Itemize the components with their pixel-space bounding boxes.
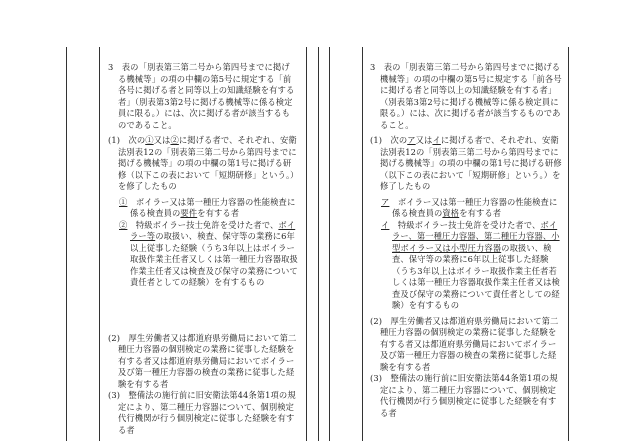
table-rule: [568, 47, 569, 441]
table-rule: [318, 47, 319, 441]
table-rule: [66, 47, 67, 441]
section-heading: 3 表の「別表第三第二号から第四号までに掲げる機械等」の項の中欄の第5号に規定する「前各号に掲げる者と同等以上の知識経験を有する者」（別表第3第2号に掲げる機械等に係る検定員に限る。）には、次に掲げる者が該当するものであること。: [370, 62, 562, 130]
table-rule: [362, 47, 363, 441]
sub-item-1: ア ボイラー又は第一種圧力容器の性能検査に係る検査員の資格を有する者: [381, 196, 558, 218]
table-rule: [329, 47, 330, 441]
item-3: (3) 整備法の施行前に旧安衛法第44条第1項の規定により、第二種圧力容器について、個別検定代行機関が行う個別検定に従事した経験を有する者: [370, 373, 558, 418]
item-1: (1) 次のア又はイに掲げる者で、それぞれ、安衛法別表12の「別表第三第二号から第四号までに掲げる機械等」の項の中欄の第1号に掲げる研修（以下この表において「短期研修」という。）を修了したもの: [370, 135, 562, 191]
item-3: (3) 整備法の施行前に旧安衛法第44条第1項の規定により、第二種圧力容器について、個別検定代行機関が行う個別検定に従事した経験を有する者: [108, 390, 296, 435]
item-2: (2) 厚生労働者又は都道府県労働局において第二種圧力容器の個別検定の業務に従事した経験を有する者又は都道府県労働局においてボイラー及び第一種圧力容器の検査の業務に従事した経験を有する者: [370, 315, 559, 372]
table-rule: [99, 47, 100, 441]
item-1: (1) 次の①又は②に掲げる者で、それぞれ、安衛法別表12の「別表第三第二号から第四号までに掲げる機械等」の項の中欄の第1号に掲げる研修（以下この表において「短期研修」という。）を修了したもの: [108, 135, 297, 191]
sub-item-2: ② 特級ボイラー技士免許を受けた者で、ボイラー等の取扱い、検査、保守等の業務に6年以上従事した経験（うち3年以上はボイラー取扱作業主任者又しくは第一種圧力容器取扱作業主任者又は検査及び保守の業務について責任者としての経験）を有するもの: [119, 219, 298, 287]
table-rule: [306, 47, 307, 441]
left-column: [108, 62, 298, 436]
sub-item-2: イ 特級ボイラー技士免許を受けた者で、ボイラー、第一種圧力容器、第二種圧力容器、小型ボイラー又は小型圧力容器の取扱い、検査、保守等の業務に6年以上従事した経験（うち3年以上はボイラー取扱作業主任者若しくは第一種圧力容器取扱作業主任者又は検査及び保守の業務について責任者としての経験）を有するもの: [381, 219, 560, 310]
right-column: [370, 62, 562, 419]
item-2: (2) 厚生労働者又は都道府県労働局において第二種圧力容器の個別検定の業務に従事した経験を有する者又は都道府県労働局においてボイラー及び第一種圧力容器の検査の業務に従事した経験を有する者: [108, 332, 297, 389]
section-heading: 3 表の「別表第三第二号から第四号までに掲げる機械等」の項の中欄の第5号に規定する「前各号に掲げる者と同等以上の知識経験を有する者」（別表第3第2号に掲げる機械等に係る検定員に限る。）には、次に掲げる者が該当するものであること。: [108, 62, 295, 130]
sub-item-1: ① ボイラー又は第一種圧力容器の性能検査に係る検査員の要件を有する者: [119, 196, 296, 218]
